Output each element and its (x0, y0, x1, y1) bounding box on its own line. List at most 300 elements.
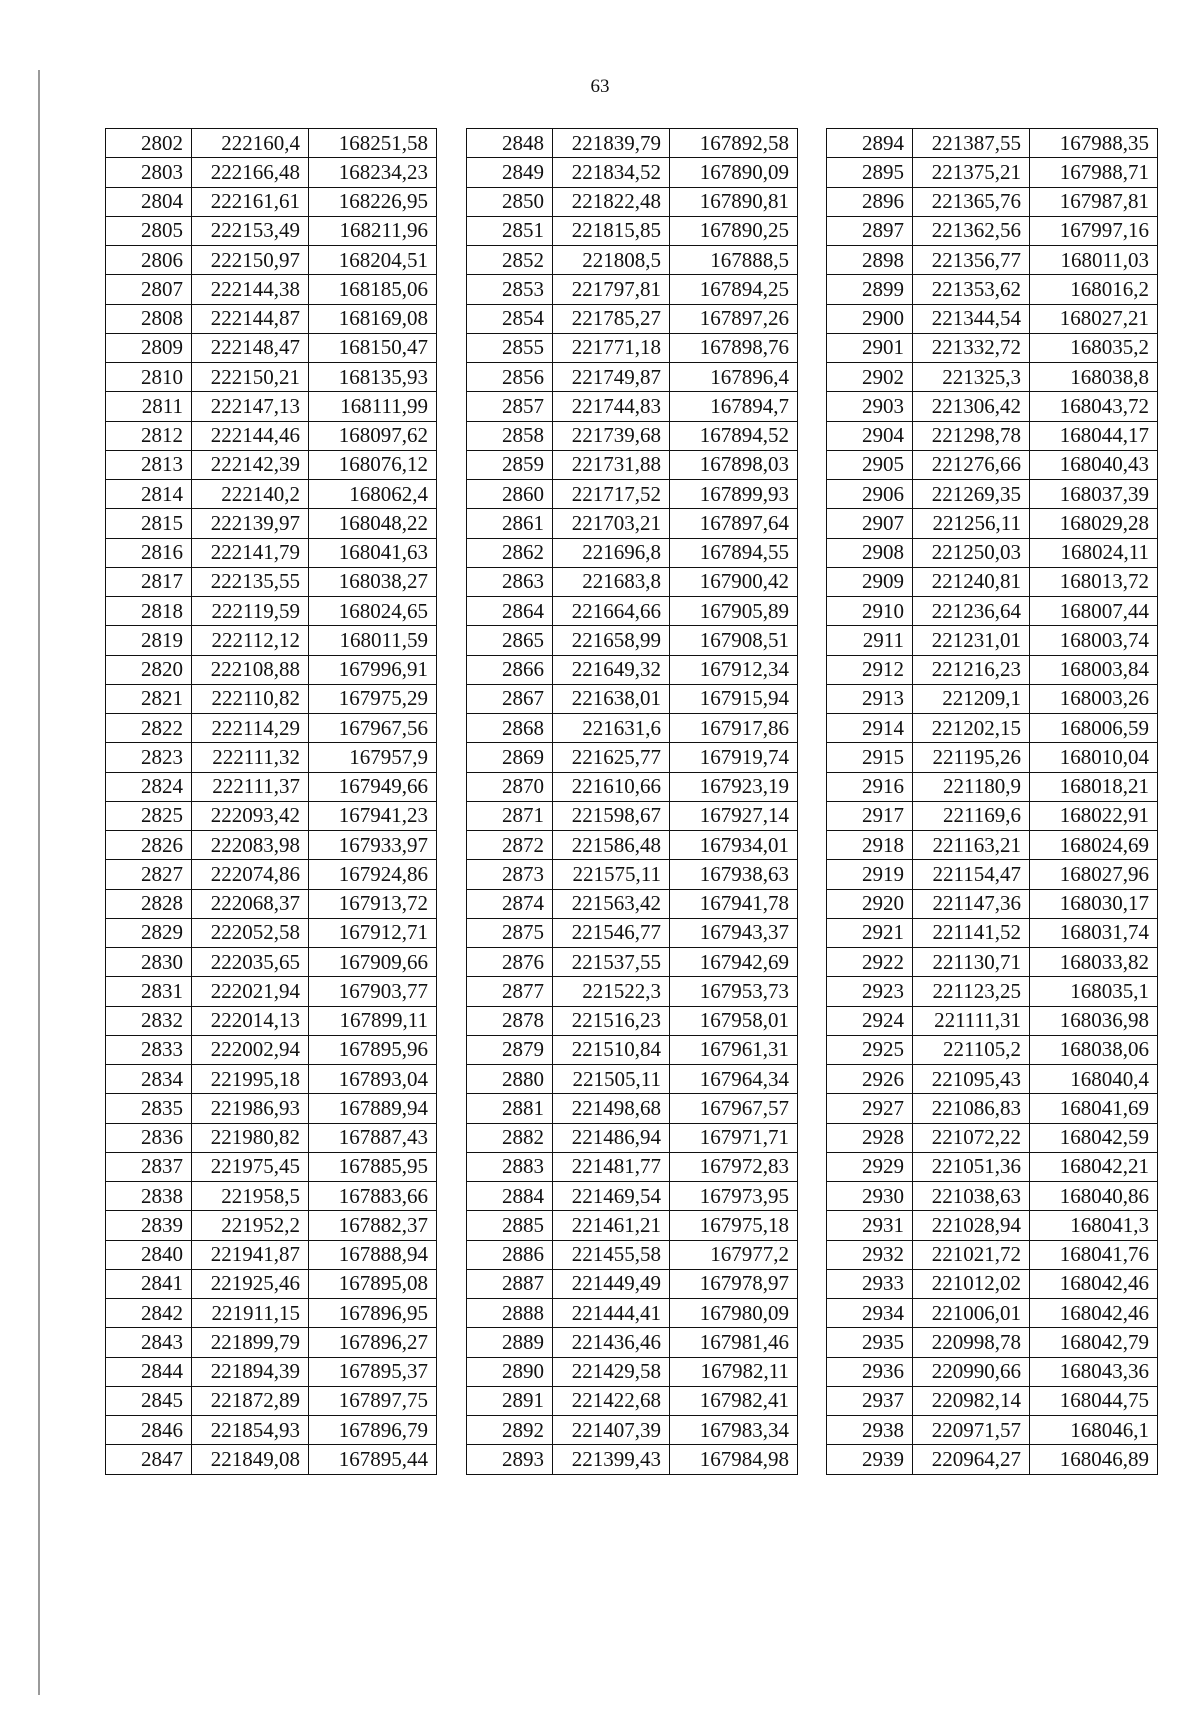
table-row (467, 1240, 798, 1269)
point-number-cell: 2936 (827, 1357, 913, 1386)
x-coordinate-cell: 221028,94 (913, 1211, 1030, 1240)
table-row (106, 743, 437, 772)
table-row (106, 1094, 437, 1123)
point-number-cell: 2876 (467, 948, 553, 977)
y-coordinate-cell: 168033,82 (1030, 948, 1158, 977)
point-number-cell: 2883 (467, 1152, 553, 1181)
point-number-cell: 2827 (106, 860, 192, 889)
point-number-cell: 2822 (106, 714, 192, 743)
x-coordinate-cell: 221356,77 (913, 246, 1030, 275)
y-coordinate-cell: 168040,4 (1030, 1065, 1158, 1094)
point-number-cell: 2807 (106, 275, 192, 304)
x-coordinate-cell: 221429,58 (553, 1357, 670, 1386)
y-coordinate-cell: 168044,17 (1030, 421, 1158, 450)
table-row (467, 480, 798, 509)
point-number-cell: 2815 (106, 509, 192, 538)
table-row (827, 1152, 1158, 1181)
x-coordinate-cell: 221461,21 (553, 1211, 670, 1240)
y-coordinate-cell: 168035,1 (1030, 977, 1158, 1006)
table-row (827, 1211, 1158, 1240)
table-row (467, 1386, 798, 1415)
y-coordinate-cell: 168135,93 (309, 363, 437, 392)
x-coordinate-cell: 221332,72 (913, 333, 1030, 362)
table-row (827, 801, 1158, 830)
table-row (106, 597, 437, 626)
point-number-cell: 2862 (467, 538, 553, 567)
x-coordinate-cell: 221236,64 (913, 597, 1030, 626)
x-coordinate-cell: 221216,23 (913, 655, 1030, 684)
table-row (106, 684, 437, 713)
x-coordinate-cell: 221141,52 (913, 918, 1030, 947)
point-number-cell: 2918 (827, 831, 913, 860)
x-coordinate-cell: 221407,39 (553, 1416, 670, 1445)
point-number-cell: 2930 (827, 1182, 913, 1211)
point-number-cell: 2899 (827, 275, 913, 304)
y-coordinate-cell: 168030,17 (1030, 889, 1158, 918)
x-coordinate-cell: 222160,4 (192, 129, 309, 158)
table-row (467, 538, 798, 567)
table-row (106, 421, 437, 450)
x-coordinate-cell: 221276,66 (913, 450, 1030, 479)
table-row (467, 567, 798, 596)
table-row (827, 216, 1158, 245)
coordinate-table-3 (826, 128, 1158, 1475)
x-coordinate-cell: 221231,01 (913, 626, 1030, 655)
x-coordinate-cell: 221975,45 (192, 1152, 309, 1181)
y-coordinate-cell: 167887,43 (309, 1123, 437, 1152)
y-coordinate-cell: 168006,59 (1030, 714, 1158, 743)
x-coordinate-cell: 221169,6 (913, 801, 1030, 830)
y-coordinate-cell: 168027,96 (1030, 860, 1158, 889)
table-row (827, 129, 1158, 158)
coordinate-table-2 (466, 128, 798, 1475)
x-coordinate-cell: 221486,94 (553, 1123, 670, 1152)
x-coordinate-cell: 221894,39 (192, 1357, 309, 1386)
point-number-cell: 2832 (106, 1006, 192, 1035)
table-row (827, 1269, 1158, 1298)
y-coordinate-cell: 167978,97 (670, 1269, 798, 1298)
x-coordinate-cell: 222111,32 (192, 743, 309, 772)
point-number-cell: 2802 (106, 129, 192, 158)
point-number-cell: 2869 (467, 743, 553, 772)
point-number-cell: 2825 (106, 801, 192, 830)
point-number-cell: 2842 (106, 1299, 192, 1328)
x-coordinate-cell: 221849,08 (192, 1445, 309, 1474)
x-coordinate-cell: 221638,01 (553, 684, 670, 713)
table-row (827, 1416, 1158, 1445)
table-row (467, 1065, 798, 1094)
point-number-cell: 2830 (106, 948, 192, 977)
y-coordinate-cell: 167984,98 (670, 1445, 798, 1474)
point-number-cell: 2868 (467, 714, 553, 743)
y-coordinate-cell: 167975,29 (309, 684, 437, 713)
table-row (467, 772, 798, 801)
x-coordinate-cell: 221038,63 (913, 1182, 1030, 1211)
point-number-cell: 2939 (827, 1445, 913, 1474)
table-row (467, 977, 798, 1006)
y-coordinate-cell: 168038,8 (1030, 363, 1158, 392)
y-coordinate-cell: 167892,58 (670, 129, 798, 158)
point-number-cell: 2892 (467, 1416, 553, 1445)
point-number-cell: 2809 (106, 333, 192, 362)
y-coordinate-cell: 167882,37 (309, 1211, 437, 1240)
y-coordinate-cell: 168013,72 (1030, 567, 1158, 596)
table-row (106, 889, 437, 918)
point-number-cell: 2833 (106, 1035, 192, 1064)
y-coordinate-cell: 167953,73 (670, 977, 798, 1006)
y-coordinate-cell: 168185,06 (309, 275, 437, 304)
x-coordinate-cell: 222139,97 (192, 509, 309, 538)
table-row (467, 860, 798, 889)
table-row (827, 977, 1158, 1006)
table-row (827, 1240, 1158, 1269)
point-number-cell: 2933 (827, 1269, 913, 1298)
y-coordinate-cell: 168011,59 (309, 626, 437, 655)
table-row (106, 567, 437, 596)
point-number-cell: 2902 (827, 363, 913, 392)
point-number-cell: 2873 (467, 860, 553, 889)
table-row (106, 1006, 437, 1035)
x-coordinate-cell: 221195,26 (913, 743, 1030, 772)
table-row (467, 1006, 798, 1035)
y-coordinate-cell: 168042,46 (1030, 1269, 1158, 1298)
point-number-cell: 2806 (106, 246, 192, 275)
table-row (106, 1211, 437, 1240)
point-number-cell: 2910 (827, 597, 913, 626)
table-row (827, 860, 1158, 889)
table-row (467, 216, 798, 245)
point-number-cell: 2818 (106, 597, 192, 626)
table-row (827, 509, 1158, 538)
point-number-cell: 2928 (827, 1123, 913, 1152)
y-coordinate-cell: 167942,69 (670, 948, 798, 977)
x-coordinate-cell: 221105,2 (913, 1035, 1030, 1064)
y-coordinate-cell: 167898,76 (670, 333, 798, 362)
point-number-cell: 2897 (827, 216, 913, 245)
point-number-cell: 2810 (106, 363, 192, 392)
table-row (106, 1386, 437, 1415)
x-coordinate-cell: 221631,6 (553, 714, 670, 743)
y-coordinate-cell: 168097,62 (309, 421, 437, 450)
x-coordinate-cell: 221822,48 (553, 187, 670, 216)
x-coordinate-cell: 221375,21 (913, 158, 1030, 187)
point-number-cell: 2844 (106, 1357, 192, 1386)
y-coordinate-cell: 167912,34 (670, 655, 798, 684)
x-coordinate-cell: 222108,88 (192, 655, 309, 684)
y-coordinate-cell: 168010,04 (1030, 743, 1158, 772)
y-coordinate-cell: 167895,37 (309, 1357, 437, 1386)
x-coordinate-cell: 221505,11 (553, 1065, 670, 1094)
table-row (467, 831, 798, 860)
x-coordinate-cell: 221510,84 (553, 1035, 670, 1064)
x-coordinate-cell: 221683,8 (553, 567, 670, 596)
point-number-cell: 2879 (467, 1035, 553, 1064)
table-row (827, 421, 1158, 450)
point-number-cell: 2875 (467, 918, 553, 947)
x-coordinate-cell: 221731,88 (553, 450, 670, 479)
y-coordinate-cell: 167997,16 (1030, 216, 1158, 245)
y-coordinate-cell: 167894,52 (670, 421, 798, 450)
table-row (827, 1386, 1158, 1415)
point-number-cell: 2898 (827, 246, 913, 275)
x-coordinate-cell: 221021,72 (913, 1240, 1030, 1269)
point-number-cell: 2895 (827, 158, 913, 187)
point-number-cell: 2891 (467, 1386, 553, 1415)
table-row (827, 714, 1158, 743)
table-row (467, 275, 798, 304)
table-row (467, 743, 798, 772)
table-row (106, 1123, 437, 1152)
point-number-cell: 2866 (467, 655, 553, 684)
x-coordinate-cell: 221154,47 (913, 860, 1030, 889)
x-coordinate-cell: 221839,79 (553, 129, 670, 158)
y-coordinate-cell: 167941,78 (670, 889, 798, 918)
x-coordinate-cell: 220971,57 (913, 1416, 1030, 1445)
y-coordinate-cell: 167894,55 (670, 538, 798, 567)
y-coordinate-cell: 167894,7 (670, 392, 798, 421)
table-row (106, 1299, 437, 1328)
x-coordinate-cell: 222110,82 (192, 684, 309, 713)
point-number-cell: 2865 (467, 626, 553, 655)
point-number-cell: 2880 (467, 1065, 553, 1094)
point-number-cell: 2911 (827, 626, 913, 655)
y-coordinate-cell: 167977,2 (670, 1240, 798, 1269)
y-coordinate-cell: 167975,18 (670, 1211, 798, 1240)
x-coordinate-cell: 221717,52 (553, 480, 670, 509)
point-number-cell: 2858 (467, 421, 553, 450)
x-coordinate-cell: 221012,02 (913, 1269, 1030, 1298)
x-coordinate-cell: 221269,35 (913, 480, 1030, 509)
table-row (106, 246, 437, 275)
point-number-cell: 2812 (106, 421, 192, 450)
x-coordinate-cell: 221625,77 (553, 743, 670, 772)
table-row (106, 216, 437, 245)
y-coordinate-cell: 167913,72 (309, 889, 437, 918)
y-coordinate-cell: 168031,74 (1030, 918, 1158, 947)
y-coordinate-cell: 167973,95 (670, 1182, 798, 1211)
x-coordinate-cell: 222052,58 (192, 918, 309, 947)
left-margin-line (38, 70, 40, 1695)
table-row (827, 1182, 1158, 1211)
table-row (467, 187, 798, 216)
x-coordinate-cell: 221854,93 (192, 1416, 309, 1445)
x-coordinate-cell: 222166,48 (192, 158, 309, 187)
table-row (827, 1006, 1158, 1035)
point-number-cell: 2856 (467, 363, 553, 392)
x-coordinate-cell: 221958,5 (192, 1182, 309, 1211)
point-number-cell: 2851 (467, 216, 553, 245)
table-row (106, 538, 437, 567)
x-coordinate-cell: 221586,48 (553, 831, 670, 860)
point-number-cell: 2826 (106, 831, 192, 860)
y-coordinate-cell: 167983,34 (670, 1416, 798, 1445)
x-coordinate-cell: 221771,18 (553, 333, 670, 362)
point-number-cell: 2925 (827, 1035, 913, 1064)
y-coordinate-cell: 167888,94 (309, 1240, 437, 1269)
table-row (106, 626, 437, 655)
table-row (827, 1065, 1158, 1094)
y-coordinate-cell: 168042,59 (1030, 1123, 1158, 1152)
table-row (106, 363, 437, 392)
point-number-cell: 2808 (106, 304, 192, 333)
x-coordinate-cell: 221250,03 (913, 538, 1030, 567)
point-number-cell: 2935 (827, 1328, 913, 1357)
y-coordinate-cell: 167971,71 (670, 1123, 798, 1152)
table-row (467, 597, 798, 626)
table-row (827, 655, 1158, 684)
table-row (467, 1123, 798, 1152)
x-coordinate-cell: 221353,62 (913, 275, 1030, 304)
table-row (827, 626, 1158, 655)
y-coordinate-cell: 168169,08 (309, 304, 437, 333)
point-number-cell: 2864 (467, 597, 553, 626)
x-coordinate-cell: 221610,66 (553, 772, 670, 801)
table-row (106, 1445, 437, 1474)
table-row (106, 1240, 437, 1269)
y-coordinate-cell: 168035,2 (1030, 333, 1158, 362)
point-number-cell: 2886 (467, 1240, 553, 1269)
x-coordinate-cell: 221498,68 (553, 1094, 670, 1123)
x-coordinate-cell: 221952,2 (192, 1211, 309, 1240)
x-coordinate-cell: 221455,58 (553, 1240, 670, 1269)
table-row (827, 480, 1158, 509)
x-coordinate-cell: 222093,42 (192, 801, 309, 830)
point-number-cell: 2817 (106, 567, 192, 596)
x-coordinate-cell: 221516,23 (553, 1006, 670, 1035)
y-coordinate-cell: 168038,06 (1030, 1035, 1158, 1064)
y-coordinate-cell: 167917,86 (670, 714, 798, 743)
y-coordinate-cell: 168027,21 (1030, 304, 1158, 333)
table-row (106, 1152, 437, 1181)
y-coordinate-cell: 167943,37 (670, 918, 798, 947)
table-row (467, 363, 798, 392)
table-row (467, 421, 798, 450)
table-row (106, 450, 437, 479)
y-coordinate-cell: 167927,14 (670, 801, 798, 830)
x-coordinate-cell: 222119,59 (192, 597, 309, 626)
x-coordinate-cell: 221658,99 (553, 626, 670, 655)
y-coordinate-cell: 167894,25 (670, 275, 798, 304)
point-number-cell: 2823 (106, 743, 192, 772)
point-number-cell: 2863 (467, 567, 553, 596)
y-coordinate-cell: 168062,4 (309, 480, 437, 509)
x-coordinate-cell: 221598,67 (553, 801, 670, 830)
point-number-cell: 2877 (467, 977, 553, 1006)
table-row (467, 1182, 798, 1211)
point-number-cell: 2804 (106, 187, 192, 216)
y-coordinate-cell: 167895,44 (309, 1445, 437, 1474)
table-row (827, 684, 1158, 713)
point-number-cell: 2884 (467, 1182, 553, 1211)
y-coordinate-cell: 167889,94 (309, 1094, 437, 1123)
y-coordinate-cell: 167981,46 (670, 1328, 798, 1357)
y-coordinate-cell: 167896,27 (309, 1328, 437, 1357)
point-number-cell: 2816 (106, 538, 192, 567)
y-coordinate-cell: 167924,86 (309, 860, 437, 889)
y-coordinate-cell: 167941,23 (309, 801, 437, 830)
y-coordinate-cell: 168046,1 (1030, 1416, 1158, 1445)
x-coordinate-cell: 221086,83 (913, 1094, 1030, 1123)
point-number-cell: 2819 (106, 626, 192, 655)
y-coordinate-cell: 167909,66 (309, 948, 437, 977)
point-number-cell: 2887 (467, 1269, 553, 1298)
y-coordinate-cell: 167972,83 (670, 1152, 798, 1181)
point-number-cell: 2872 (467, 831, 553, 860)
x-coordinate-cell: 222114,29 (192, 714, 309, 743)
point-number-cell: 2882 (467, 1123, 553, 1152)
y-coordinate-cell: 167893,04 (309, 1065, 437, 1094)
x-coordinate-cell: 221202,15 (913, 714, 1030, 743)
y-coordinate-cell: 167897,26 (670, 304, 798, 333)
y-coordinate-cell: 167957,9 (309, 743, 437, 772)
y-coordinate-cell: 168204,51 (309, 246, 437, 275)
point-number-cell: 2861 (467, 509, 553, 538)
point-number-cell: 2836 (106, 1123, 192, 1152)
table-row (827, 304, 1158, 333)
table-row (106, 392, 437, 421)
x-coordinate-cell: 221436,46 (553, 1328, 670, 1357)
y-coordinate-cell: 168016,2 (1030, 275, 1158, 304)
y-coordinate-cell: 167934,01 (670, 831, 798, 860)
point-number-cell: 2890 (467, 1357, 553, 1386)
table-row (467, 626, 798, 655)
y-coordinate-cell: 167895,96 (309, 1035, 437, 1064)
y-coordinate-cell: 168003,74 (1030, 626, 1158, 655)
y-coordinate-cell: 167912,71 (309, 918, 437, 947)
y-coordinate-cell: 167890,09 (670, 158, 798, 187)
table-row (467, 1299, 798, 1328)
table-row (106, 480, 437, 509)
x-coordinate-cell: 222150,21 (192, 363, 309, 392)
x-coordinate-cell: 220982,14 (913, 1386, 1030, 1415)
table-row (827, 597, 1158, 626)
point-number-cell: 2854 (467, 304, 553, 333)
x-coordinate-cell: 221703,21 (553, 509, 670, 538)
y-coordinate-cell: 167888,5 (670, 246, 798, 275)
point-number-cell: 2915 (827, 743, 913, 772)
x-coordinate-cell: 222014,13 (192, 1006, 309, 1035)
y-coordinate-cell: 168018,21 (1030, 772, 1158, 801)
table-row (827, 538, 1158, 567)
x-coordinate-cell: 221481,77 (553, 1152, 670, 1181)
y-coordinate-cell: 168150,47 (309, 333, 437, 362)
x-coordinate-cell: 221111,31 (913, 1006, 1030, 1035)
x-coordinate-cell: 221941,87 (192, 1240, 309, 1269)
point-number-cell: 2931 (827, 1211, 913, 1240)
point-number-cell: 2811 (106, 392, 192, 421)
table-row (827, 158, 1158, 187)
point-number-cell: 2814 (106, 480, 192, 509)
table-row (467, 304, 798, 333)
table-row (467, 714, 798, 743)
point-number-cell: 2813 (106, 450, 192, 479)
x-coordinate-cell: 222161,61 (192, 187, 309, 216)
y-coordinate-cell: 167896,95 (309, 1299, 437, 1328)
y-coordinate-cell: 168003,26 (1030, 684, 1158, 713)
table-row (467, 1035, 798, 1064)
y-coordinate-cell: 167896,79 (309, 1416, 437, 1445)
point-number-cell: 2893 (467, 1445, 553, 1474)
y-coordinate-cell: 167923,19 (670, 772, 798, 801)
table-row (827, 1299, 1158, 1328)
x-coordinate-cell: 222035,65 (192, 948, 309, 977)
point-number-cell: 2829 (106, 918, 192, 947)
y-coordinate-cell: 168234,23 (309, 158, 437, 187)
table-row (827, 743, 1158, 772)
table-row (467, 1211, 798, 1240)
x-coordinate-cell: 221575,11 (553, 860, 670, 889)
y-coordinate-cell: 167933,97 (309, 831, 437, 860)
